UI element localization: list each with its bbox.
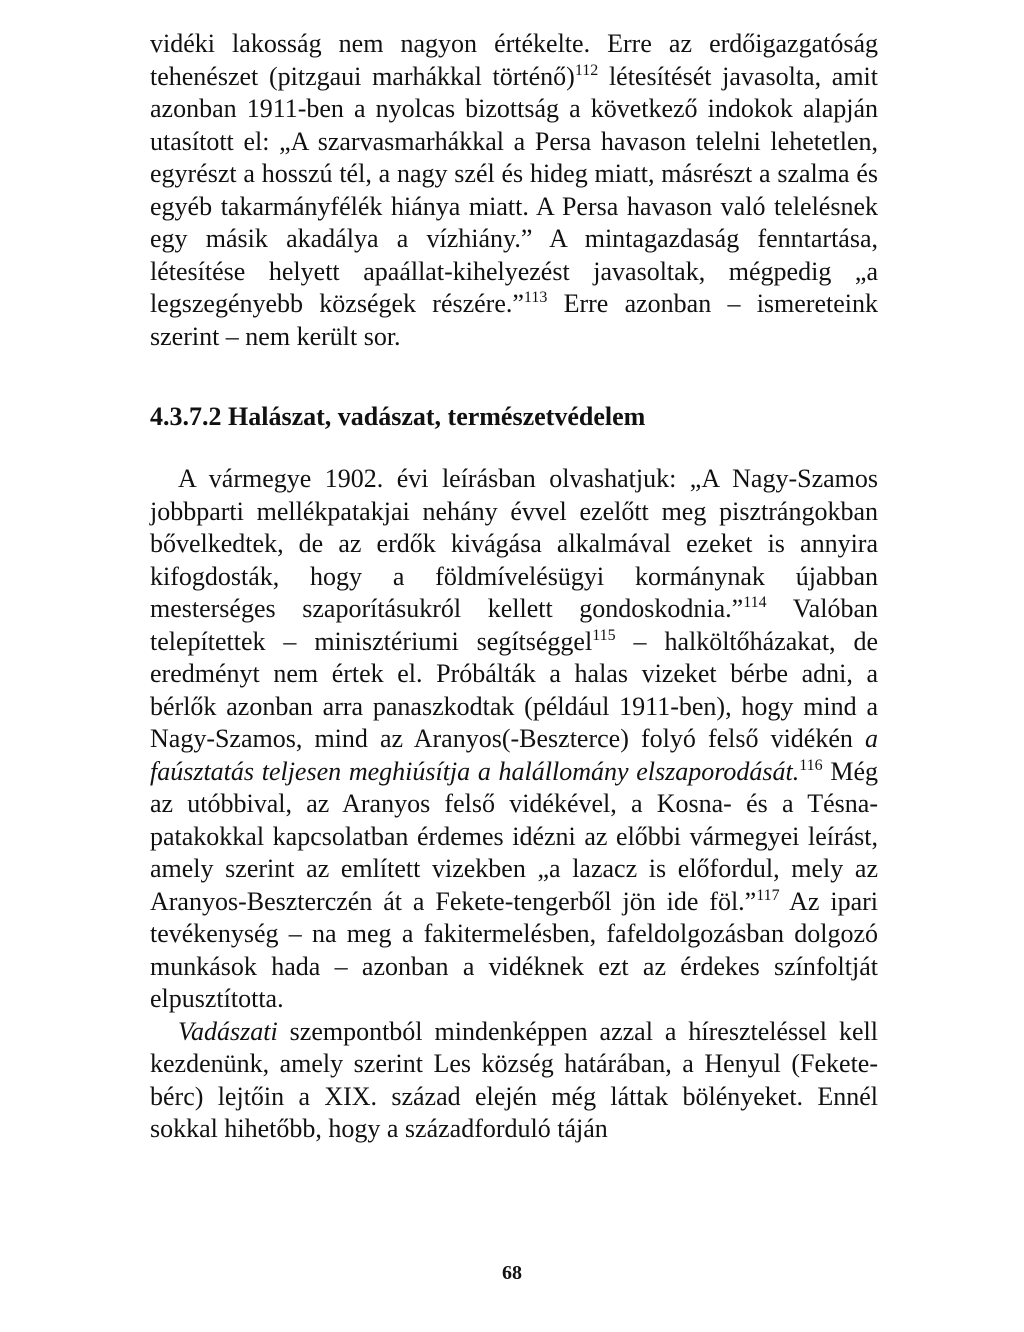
italic-term: Vadászati: [178, 1016, 278, 1046]
footnote-ref-113: 113: [523, 289, 548, 306]
section-heading: 4.3.7.2 Halászat, vadászat, természetvédelem: [150, 402, 646, 431]
page-body: [150, 28, 878, 1146]
text-run: A vármegye 1902. évi leírásban olvashatjuk: „A Nagy-Szamos jobbparti mellékpatakjai nehány évvel ezelőtt meg pisztrángokban bővelkedtek, de az erdők kivágása alkalmával ezeket is annyira kifogdosták, hogy a földmívelésügyi kormánynak újabban mesterséges szaporításukról kellett gondoskodnia.”: [150, 464, 878, 623]
footnote-ref-115: 115: [592, 626, 616, 644]
italic-quote: a faúsztatás teljesen meghiúsítja a halállomány elszaporodását.: [150, 724, 878, 786]
paragraph-cattle-farm: [150, 28, 878, 353]
text-run: Valóban telepítettek – minisztériumi segítséggel: [150, 594, 878, 656]
footnote-ref-112: 112: [574, 61, 599, 79]
text-run: szempontból mindenképpen azzal a híreszteléssel kell kezdenünk, amely szerint Les község határában, a Henyul (Fekete-bérc) lejtőin a XIX. század elején még láttak bölényeket. Ennél sokkal hihetőbb, hogy a századforduló táján: [150, 1016, 878, 1143]
footnote-ref-117: 117: [756, 886, 780, 904]
footnote-ref-116: 116: [799, 756, 823, 774]
text-run: vidéki lakosság nem nagyon értékelte. Erre az erdőigazgatóság tehenészet (pitzgaui marhákkal történő): [150, 29, 878, 91]
text-run: Még az utóbbival, az Aranyos felső vidékével, a Kosna- és a Tésna-patakokkal kapcsolatban érdemes idézni az előbbi vármegyei leírást, amely szerint az említett vizekben „a lazacz is előfordul, mely az Aranyos-Beszterczén át a Fekete-tengerből jön ide föl.”: [150, 756, 878, 916]
text-run: létesítését javasolta, amit azonban 1911-ben a nyolcas bizottság a következő indokok alapján utasított el: „A szarvasmarhákkal a Persa havason telelni lehetetlen, egyrészt a hosszú tél, a nagy szél és hideg miatt, másrészt a szalma és egyéb takarmányfélék hiánya miatt. A Persa havason való telelésnek egy másik akadálya a vízhiány.” A mintagazdaság fenntartása, létesítése helyett apaállat-kihelyezést javasoltak, mégpedig „a legszegényebb községek részére.”: [150, 61, 878, 318]
text-run: Erre azonban – ismereteink szerint – nem került sor.: [150, 289, 878, 351]
paragraph-hunting: [150, 1016, 878, 1146]
paragraph-fishing: [150, 463, 878, 1016]
text-run: – halköltőházakat, de eredményt nem értek el. Próbálták a halas vizeket bérbe adni, a bérlők azonban arra panaszkodtak (például 1911-ben), hogy mind a Nagy-Szamos, mind az Aranyos(-Beszterce) folyó felső vidékén: [150, 626, 878, 753]
text-run: Az ipari tevékenység – na meg a fakitermelésben, fafeldolgozásban dolgozó munkások hada – azonban a vidéknek ezt az érdekes színfoltját elpusztította.: [150, 886, 878, 1013]
footnote-ref-114: 114: [743, 594, 767, 611]
page-number: 68: [502, 1262, 522, 1284]
